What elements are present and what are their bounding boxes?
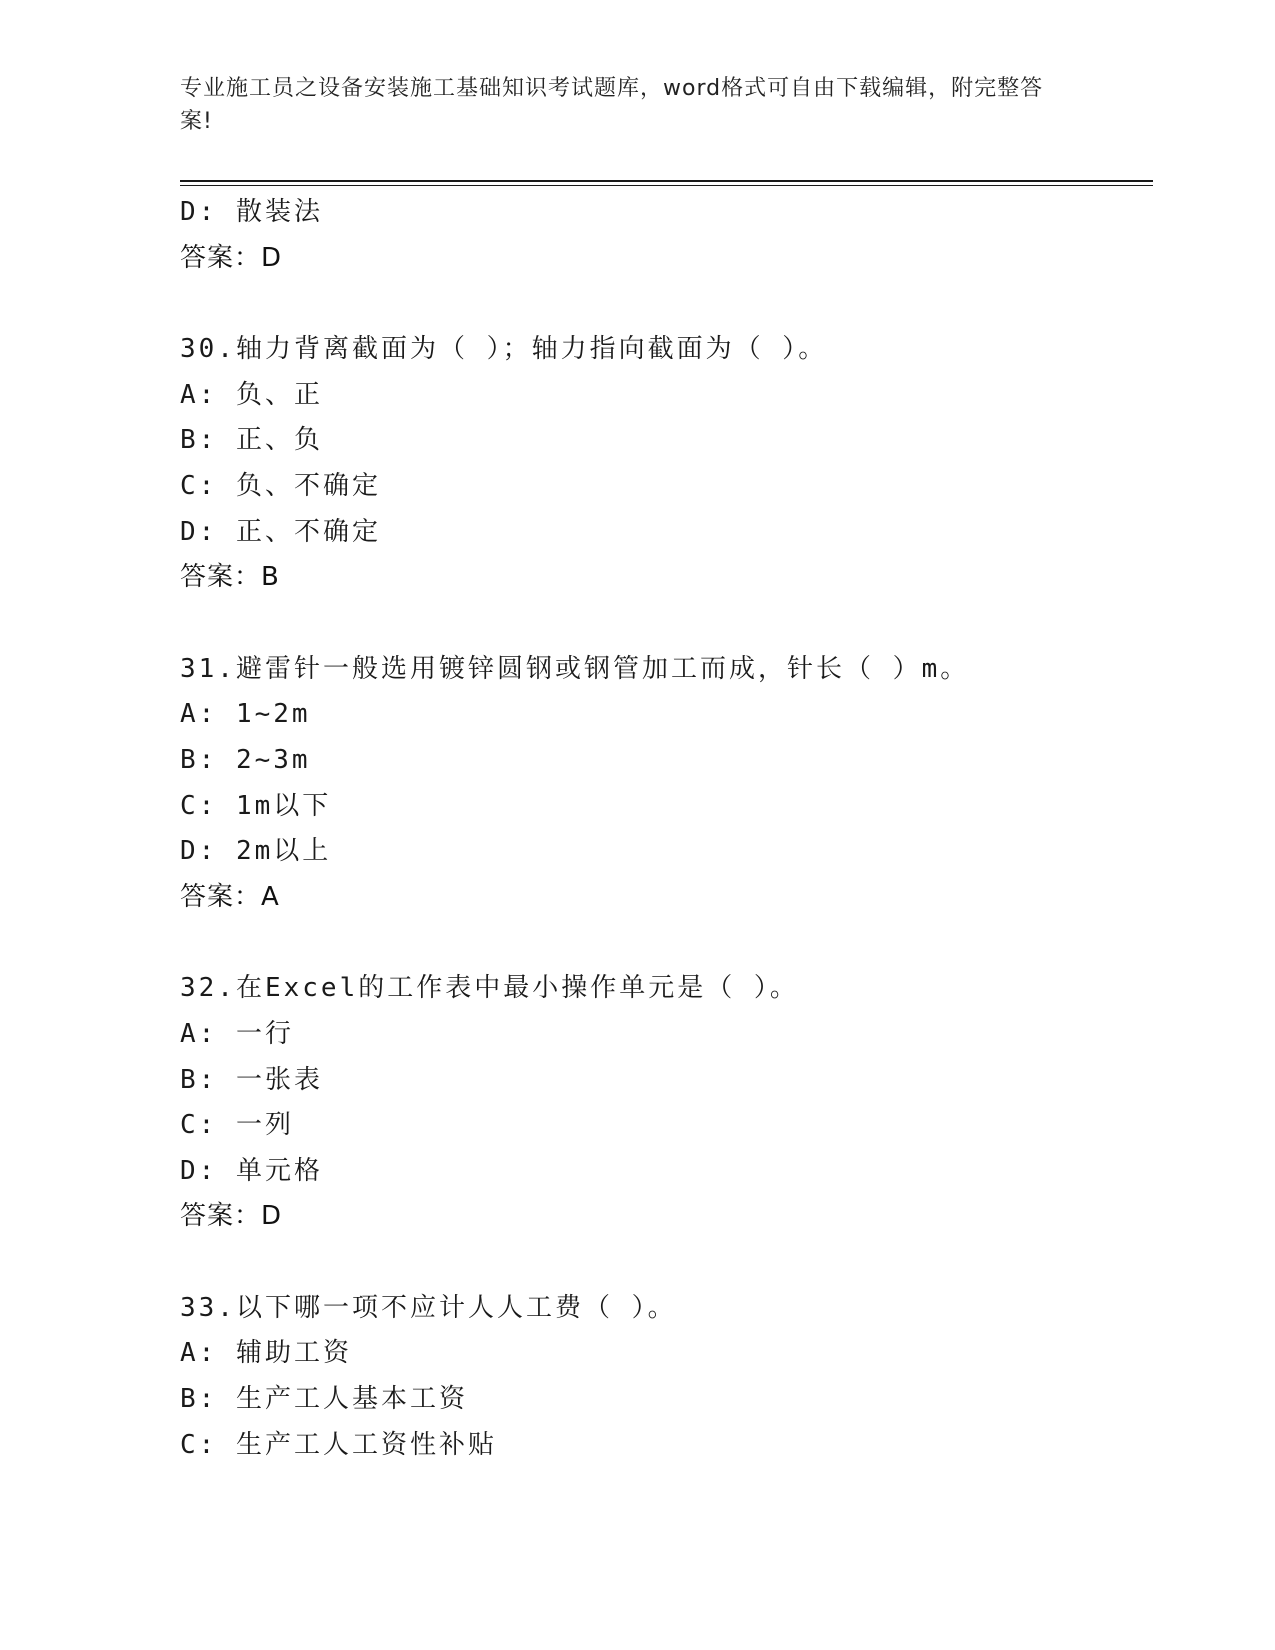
question-30 — [180, 327, 1140, 601]
question-33 — [180, 1286, 1140, 1468]
spacer — [180, 1240, 1140, 1286]
spacer — [180, 281, 1140, 327]
option-d: D: 散装法 — [180, 197, 323, 227]
answer-line: 答案：D — [180, 1201, 283, 1232]
option-c: C: 负、不确定 — [180, 470, 381, 501]
option-d: D: 2m以上 — [180, 836, 332, 867]
question-31 — [180, 647, 1140, 921]
option-c: C: 一列 — [180, 1110, 294, 1141]
question-stem: 30.轴力背离截面为（ ）；轴力指向截面为（ ）。 — [180, 334, 828, 365]
spacer — [180, 601, 1140, 647]
option-b: B: 一张表 — [180, 1064, 323, 1095]
option-a: A: 一行 — [180, 1018, 294, 1049]
answer-line: 答案：B — [180, 562, 280, 593]
header-divider-thick — [180, 180, 1153, 182]
question-list — [180, 190, 1140, 1468]
page-header-title: 专业施工员之设备安装施工基础知识考试题库，word格式可自由下载编辑，附完整答案! — [180, 76, 1044, 134]
option-a: A: 负、正 — [180, 379, 323, 410]
option-d: D: 正、不确定 — [180, 516, 381, 547]
question-29-continuation — [180, 190, 1140, 281]
question-stem: 32.在Excel的工作表中最小操作单元是（ ）。 — [180, 973, 799, 1004]
question-stem: 33.以下哪一项不应计人人工费（ ）。 — [180, 1292, 677, 1323]
option-c: C: 1m以下 — [180, 790, 332, 821]
option-a: A: 辅助工资 — [180, 1338, 352, 1369]
question-stem: 31.避雷针一般选用镀锌圆钢或钢管加工而成，针长（ ）m。 — [180, 653, 970, 684]
option-b: B: 生产工人基本工资 — [180, 1384, 468, 1415]
header-divider-thin — [180, 185, 1153, 186]
option-c: C: 生产工人工资性补贴 — [180, 1429, 497, 1460]
question-32 — [180, 966, 1140, 1240]
option-a: A: 1~2m — [180, 699, 311, 730]
answer-line: 答案：A — [180, 881, 280, 912]
spacer — [180, 920, 1140, 966]
option-b: B: 正、负 — [180, 425, 323, 456]
option-d: D: 单元格 — [180, 1155, 323, 1186]
option-b: B: 2~3m — [180, 744, 311, 775]
answer-line: 答案：D — [180, 242, 283, 273]
